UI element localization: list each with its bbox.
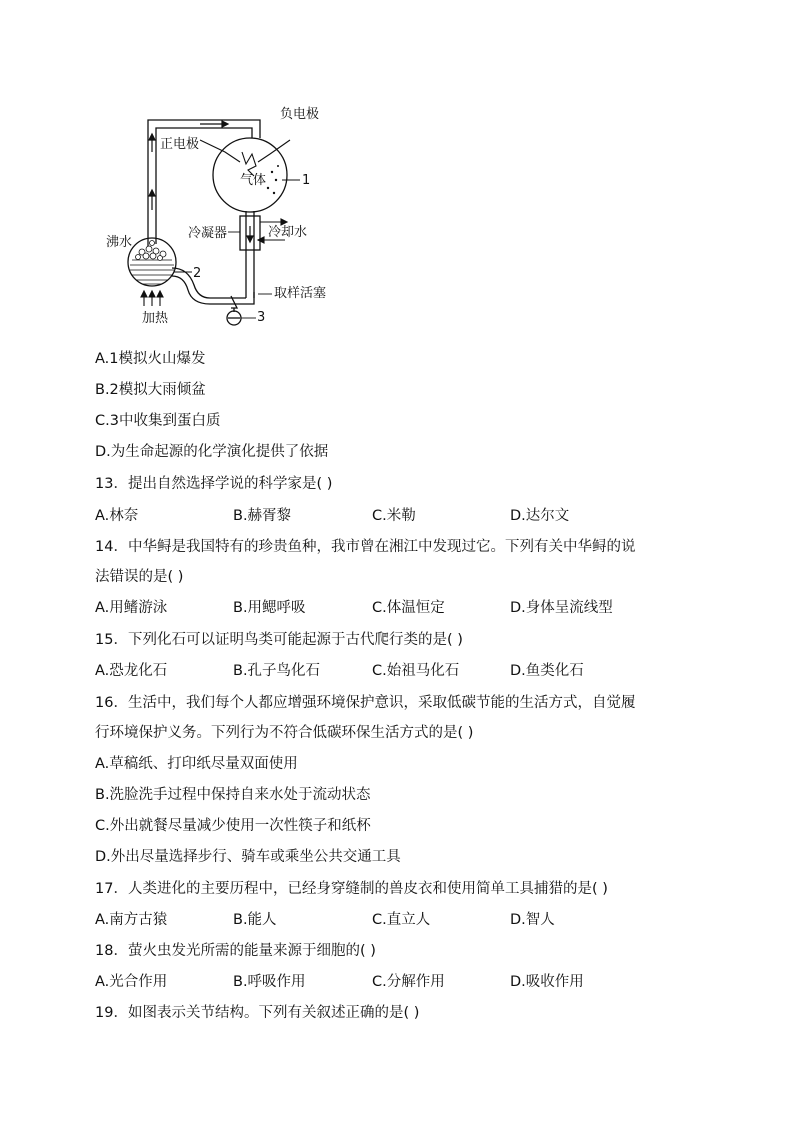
q16-option-a: A.草稿纸、打印纸尽量双面使用	[95, 756, 298, 772]
q16-option-c: C.外出就餐尽量减少使用一次性筷子和纸杯	[95, 818, 371, 834]
q18-option-c: C.分解作用	[372, 974, 445, 990]
q16-stem-line1: 16．生活中，我们每个人都应增强环境保护意识，采取低碳节能的生活方式，自觉履	[95, 695, 636, 711]
q17-option-d: D.智人	[510, 912, 555, 928]
q15-option-a: A.恐龙化石	[95, 663, 168, 679]
q14-stem-line1: 14．中华鲟是我国特有的珍贵鱼种，我市曾在湘江中发现过它。下列有关中华鲟的说	[95, 539, 636, 555]
label-positive-electrode: 正电极	[160, 137, 200, 152]
bottom-tube-inner	[172, 276, 254, 304]
q17-stem: 17．人类进化的主要历程中，已经身穿缝制的兽皮衣和使用简单工具捕猎的是( )	[95, 881, 608, 897]
label-boiling-water: 沸水	[106, 235, 133, 250]
q13-option-c: C.米勒	[372, 508, 416, 524]
q18-option-d: D.吸收作用	[510, 974, 584, 990]
q14-option-c: C.体温恒定	[372, 600, 445, 616]
q18-stem: 18．萤火虫发光所需的能量来源于细胞的( )	[95, 943, 376, 959]
q15-stem: 15．下列化石可以证明鸟类可能起源于古代爬行类的是( )	[95, 632, 463, 648]
q19-stem: 19．如图表示关节结构。下列有关叙述正确的是( )	[95, 1005, 420, 1021]
q16-option-d: D.外出尽量选择步行、骑车或乘坐公共交通工具	[95, 849, 401, 865]
label-negative-electrode: 负电极	[280, 107, 320, 122]
heat-arrows	[141, 291, 163, 306]
q13-option-a: A.林奈	[95, 508, 139, 524]
q15-option-b: B.孔子鸟化石	[233, 663, 321, 679]
q16-option-b: B.洗脸洗手过程中保持自来水处于流动状态	[95, 787, 371, 803]
q15-option-d: D.鱼类化石	[510, 663, 584, 679]
label-heating: 加热	[142, 311, 169, 326]
q12-option-a: A.1模拟火山爆发	[95, 351, 206, 367]
q18-option-a: A.光合作用	[95, 974, 168, 990]
q13-stem: 13．提出自然选择学说的科学家是( )	[95, 476, 333, 492]
label-gas: 气体	[240, 173, 267, 188]
q17-option-a: A.南方古猿	[95, 912, 168, 928]
q12-option-b: B.2模拟大雨倾盆	[95, 382, 206, 398]
q14-option-a: A.用鳍游泳	[95, 600, 168, 616]
q14-stem-line2: 法错误的是( )	[95, 569, 184, 585]
q13-option-d: D.达尔文	[510, 508, 570, 524]
q14-option-b: B.用鳃呼吸	[233, 600, 306, 616]
q17-option-b: B.能人	[233, 912, 277, 928]
label-number-3: 3	[257, 310, 266, 325]
bottom-tube-outer	[172, 268, 246, 298]
bubbles	[136, 241, 167, 261]
q16-stem-line2: 行环境保护义务。下列行为不符合低碳环保生活方式的是( )	[95, 725, 474, 741]
q18-option-b: B.呼吸作用	[233, 974, 306, 990]
label-sampling-valve: 取样活塞	[274, 286, 327, 301]
label-number-2: 2	[193, 266, 202, 281]
label-cooling-water: 冷却水	[268, 225, 308, 240]
label-condenser: 冷凝器	[188, 226, 228, 241]
miller-experiment-diagram	[100, 100, 360, 335]
q13-option-b: B.赫胥黎	[233, 508, 292, 524]
gas-particles	[267, 165, 279, 194]
q12-option-d: D.为生命起源的化学演化提供了依据	[95, 444, 329, 460]
water-hatch	[130, 260, 174, 284]
label-number-1: 1	[302, 173, 311, 188]
q17-option-c: C.直立人	[372, 912, 431, 928]
q14-option-d: D.身体呈流线型	[510, 600, 613, 616]
q12-option-c: C.3中收集到蛋白质	[95, 413, 221, 429]
q15-option-c: C.始祖马化石	[372, 663, 460, 679]
